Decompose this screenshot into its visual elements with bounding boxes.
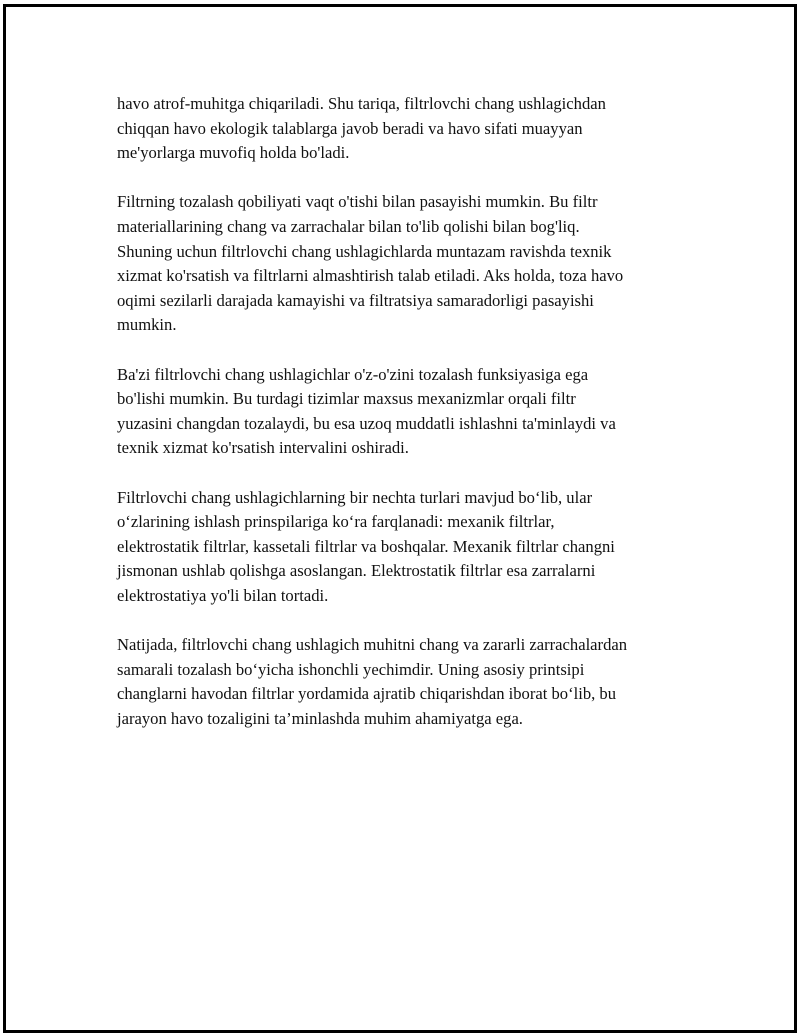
text-line: chiqqan havo ekologik talablarga javob beradi va havo sifati muayyan — [117, 118, 583, 138]
text-line: jarayon havo tozaligini ta’minlashda muhim ahamiyatga ega. — [117, 708, 523, 728]
document-body — [117, 92, 697, 756]
text-line: oqimi sezilarli darajada kamayishi va filtratsiya samaradorligi pasayishi — [117, 290, 594, 310]
paragraph-1 — [117, 92, 697, 166]
text-line: elektrostatiya yo'li bilan tortadi. — [117, 585, 329, 605]
text-line: samarali tozalash bo‘yicha ishonchli yechimdir. Uning asosiy printsipi — [117, 659, 585, 679]
text-line: yuzasini changdan tozalaydi, bu esa uzoq muddatli ishlashni ta'minlaydi va — [117, 413, 616, 433]
text-line: me'yorlarga muvofiq holda bo'ladi. — [117, 143, 350, 163]
text-line: xizmat ko'rsatish va filtrlarni almashtirish talab etiladi. Aks holda, toza havo — [117, 266, 624, 286]
paragraph-4 — [117, 486, 697, 609]
text-line: jismonan ushlab qolishga asoslangan. Elektrostatik filtrlar esa zarralarni — [117, 561, 596, 581]
text-line: o‘zlarining ishlash prinspilariga ko‘ra farqlanadi: mexanik filtrlar, — [117, 512, 555, 532]
text-line: mumkin. — [117, 315, 177, 335]
text-line: Ba'zi filtrlovchi chang ushlagichlar o'z-o'zini tozalash funksiyasiga ega — [117, 364, 589, 384]
text-line: Filtrning tozalash qobiliyati vaqt o'tishi bilan pasayishi mumkin. Bu filtr — [117, 192, 598, 212]
text-line: materiallarining chang va zarrachalar bilan to'lib qolishi bilan bog'liq. — [117, 216, 580, 236]
text-line: elektrostatik filtrlar, kassetali filtrlar va boshqalar. Mexanik filtrlar changni — [117, 536, 615, 556]
text-line: changlarni havodan filtrlar yordamida ajratib chiqarishdan iborat bo‘lib, bu — [117, 684, 617, 704]
text-line: Filtrlovchi chang ushlagichlarning bir nechta turlari mavjud bo‘lib, ular — [117, 487, 593, 507]
text-line: Natijada, filtrlovchi chang ushlagich muhitni chang va zararli zarrachalardan — [117, 635, 628, 655]
text-line: bo'lishi mumkin. Bu turdagi tizimlar maxsus mexanizmlar orqali filtr — [117, 389, 576, 409]
text-line: Shuning uchun filtrlovchi chang ushlagichlarda muntazam ravishda texnik — [117, 241, 612, 261]
text-line: havo atrof-muhitga chiqariladi. Shu tariqa, filtrlovchi chang ushlagichdan — [117, 94, 606, 113]
paragraph-3 — [117, 363, 697, 461]
paragraph-2 — [117, 190, 697, 338]
paragraph-5 — [117, 633, 697, 731]
text-line: texnik xizmat ko'rsatish intervalini oshiradi. — [117, 438, 409, 458]
